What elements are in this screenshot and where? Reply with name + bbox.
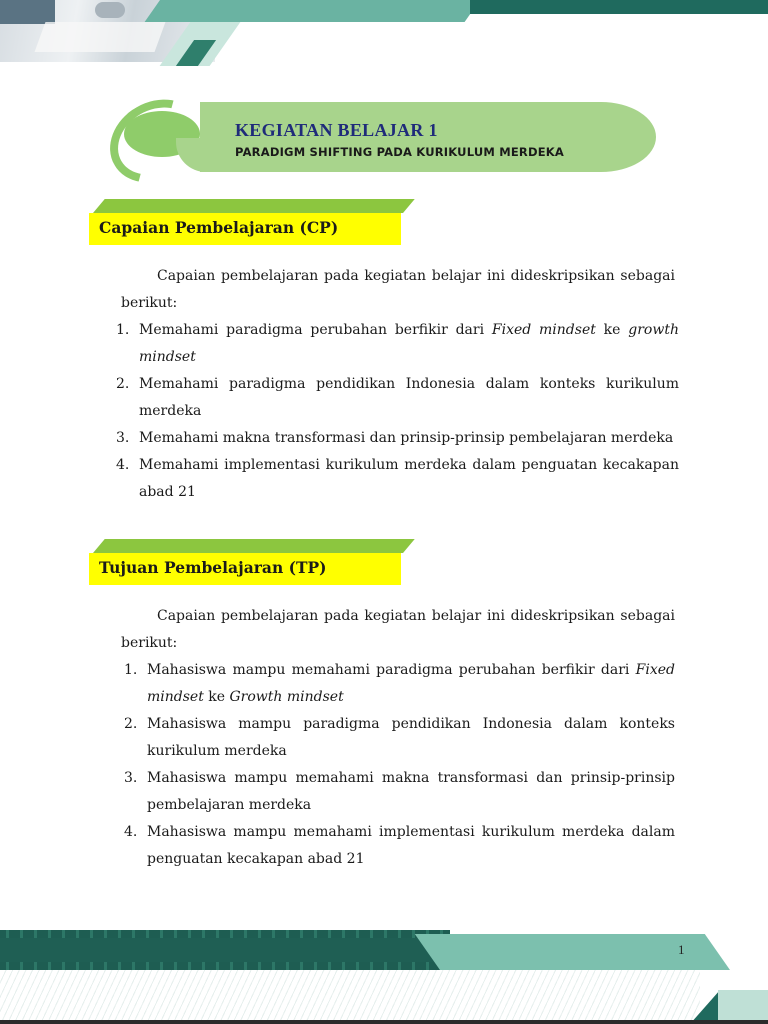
header-decoration [0, 0, 768, 70]
list-item: 1. Memahami paradigma perubahan berfikir dari Fixed mindset ke growth mindset [116, 322, 679, 365]
list-item: 3. Memahami makna transformasi dan prinsip-prinsip pembelajaran merdeka [116, 430, 674, 446]
list-item: 1. Mahasiswa mampu memahami paradigma perubahan berfikir dari Fixed mindset ke Growth mindset [124, 662, 675, 705]
chapter-subtitle: PARADIGM SHIFTING PADA KURIKULUM MERDEKA [235, 145, 564, 159]
cp-section-title: Capaian Pembelajaran (CP) [99, 218, 339, 237]
list-item: 4. Memahami implementasi kurikulum merdeka dalam penguatan kecakapan abad 21 [116, 457, 679, 500]
cp-list [116, 317, 679, 506]
cp-intro-paragraph: Capaian pembelajaran pada kegiatan belajar ini dideskripsikan sebagai berikut: [121, 268, 675, 311]
list-item: 2. Mahasiswa mampu paradigma pendidikan Indonesia dalam konteks kurikulum merdeka [124, 716, 675, 759]
tp-section-title: Tujuan Pembelajaran (TP) [99, 558, 327, 577]
page-number: 1 [678, 942, 685, 957]
tp-list [124, 657, 675, 873]
footer-decoration [0, 930, 768, 1024]
tp-intro-paragraph: Capaian pembelajaran pada kegiatan belajar ini dideskripsikan sebagai berikut: [121, 608, 675, 651]
cp-section-header [89, 199, 411, 247]
chapter-title: KEGIATAN BELAJAR 1 [235, 120, 438, 140]
list-item: 4. Mahasiswa mampu memahami implementasi kurikulum merdeka dalam penguatan kecakapan abad 21 [124, 824, 675, 867]
bottom-rule [0, 1020, 768, 1024]
list-item: 3. Mahasiswa mampu memahami makna transformasi dan prinsip-prinsip pembelajaran merdeka [124, 770, 675, 813]
list-item: 2. Memahami paradigma pendidikan Indonesia dalam konteks kurikulum merdeka [116, 376, 679, 419]
tp-section-header [89, 539, 411, 587]
